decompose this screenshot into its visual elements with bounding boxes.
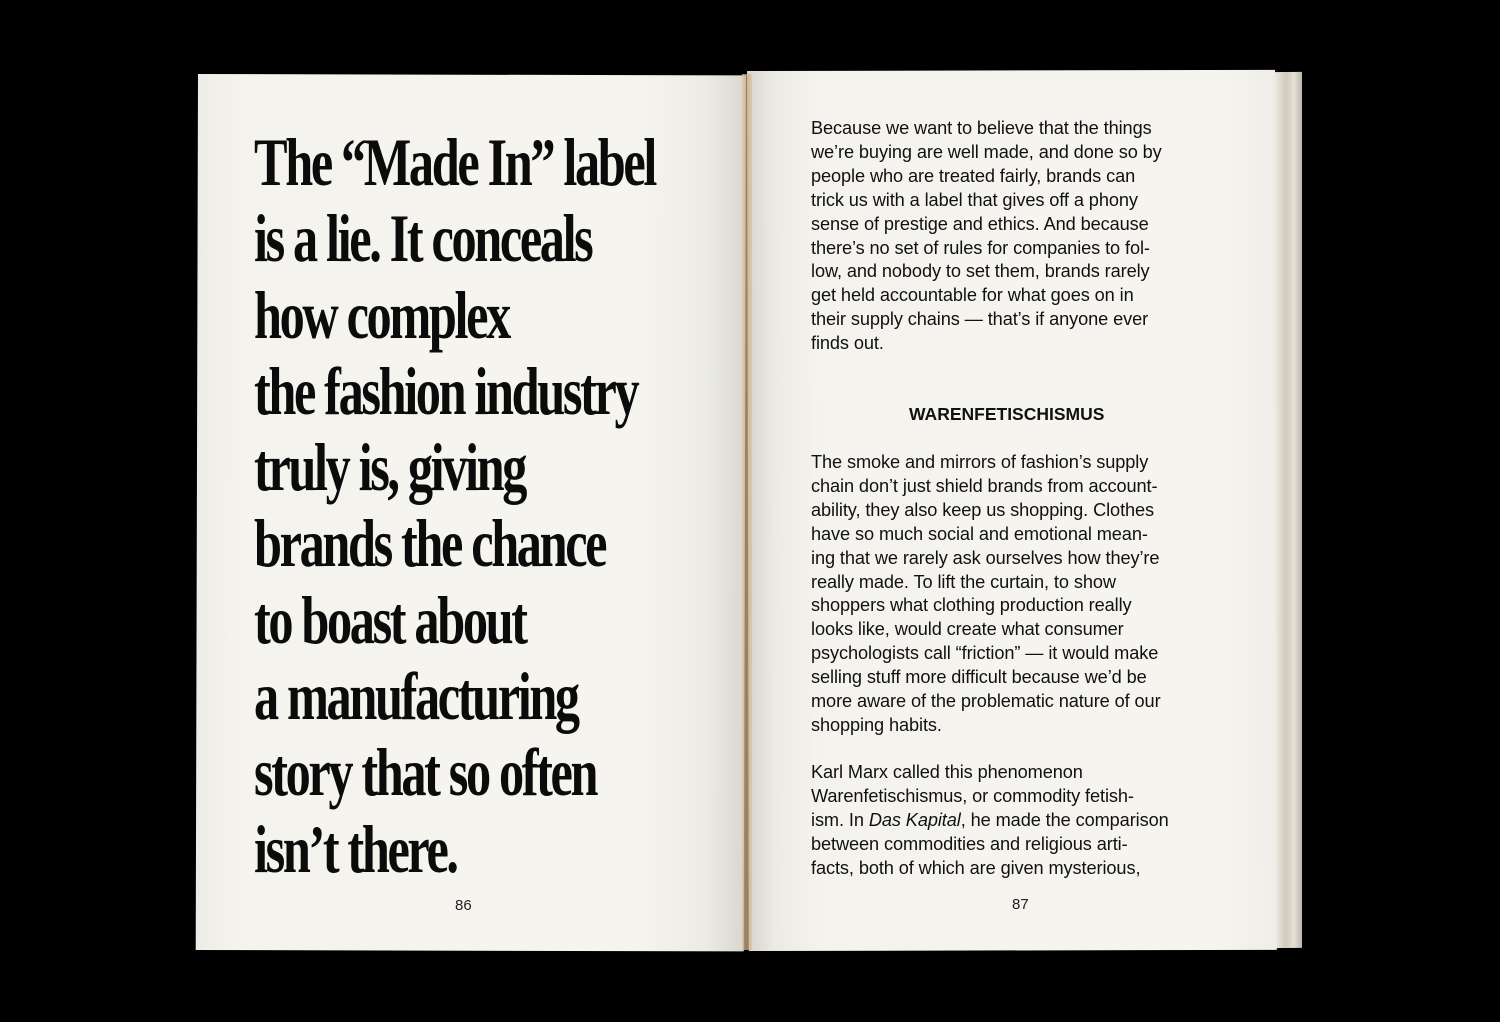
headline-line: is a lie. It conceals xyxy=(254,200,592,277)
body-line: more aware of the problematic nature of our xyxy=(811,691,1161,712)
body-line: people who are treated fairly, brands can xyxy=(811,165,1136,186)
body-line: we’re buying are well made, and done so by xyxy=(811,141,1162,162)
body-line: psychologists call “friction” — it would make xyxy=(811,643,1159,664)
headline-line: a manufacturing xyxy=(254,658,578,735)
body-line: sense of prestige and ethics. And because xyxy=(811,213,1149,234)
body-line: selling stuff more difficult because we’d be xyxy=(811,667,1147,688)
body-line: finds out. xyxy=(811,333,884,354)
body-line: facts, both of which are given mysterious, xyxy=(811,857,1141,878)
body-paragraph-1 xyxy=(811,117,1241,356)
body-line: their supply chains — that’s if anyone ever xyxy=(811,309,1149,330)
body-line: The smoke and mirrors of fashion’s supply xyxy=(811,452,1149,472)
book-title-italic: Das Kapital xyxy=(868,809,961,830)
body-text-fragment: , he made the comparison xyxy=(960,809,1169,830)
headline-line: truly is, giving xyxy=(254,429,526,506)
body-line: ability, they also keep us shopping. Clothes xyxy=(811,499,1155,520)
body-line: get held accountable for what goes on in xyxy=(811,285,1134,306)
body-line: ing that we rarely ask ourselves how they’re xyxy=(811,547,1160,568)
body-line: shoppers what clothing production really xyxy=(811,595,1132,616)
body-line: there’s no set of rules for companies to fol- xyxy=(811,237,1150,258)
body-paragraph-3 xyxy=(811,761,1241,881)
headline-line: isn’t there. xyxy=(254,810,457,887)
body-line: Karl Marx called this phenomenon xyxy=(811,762,1083,782)
section-heading: WARENFETISCHISMUS xyxy=(909,404,1105,424)
headline-line: The “Made In” label xyxy=(254,124,655,200)
body-text-fragment: ism. In xyxy=(811,809,869,830)
body-line: Because we want to believe that the things xyxy=(811,118,1152,138)
body-line: chain don’t just shield brands from account- xyxy=(811,475,1158,496)
page-number-left: 86 xyxy=(455,897,472,914)
headline-line: to boast about xyxy=(254,581,526,658)
page-number-right: 87 xyxy=(1012,896,1029,913)
body-paragraph-2 xyxy=(811,451,1241,738)
body-line: have so much social and emotional mean- xyxy=(811,523,1148,544)
body-line-with-italic xyxy=(811,809,1241,833)
body-line: looks like, would create what consumer xyxy=(811,619,1124,640)
headline-line: how complex xyxy=(254,276,509,353)
body-line: low, and nobody to set them, brands rarely xyxy=(811,261,1150,282)
body-line: Warenfetischismus, or commodity fetish- xyxy=(811,785,1134,806)
body-line: shopping habits. xyxy=(811,714,942,735)
body-line: between commodities and religious arti- xyxy=(811,833,1128,854)
body-line: really made. To lift the curtain, to show xyxy=(811,571,1116,592)
headline-line: brands the chance xyxy=(254,505,606,582)
headline-line: the fashion industry xyxy=(254,352,638,429)
body-line: trick us with a label that gives off a phony xyxy=(811,189,1138,210)
book-gutter xyxy=(742,74,752,950)
pull-quote-headline xyxy=(254,124,655,887)
headline-line: story that so often xyxy=(254,734,597,811)
